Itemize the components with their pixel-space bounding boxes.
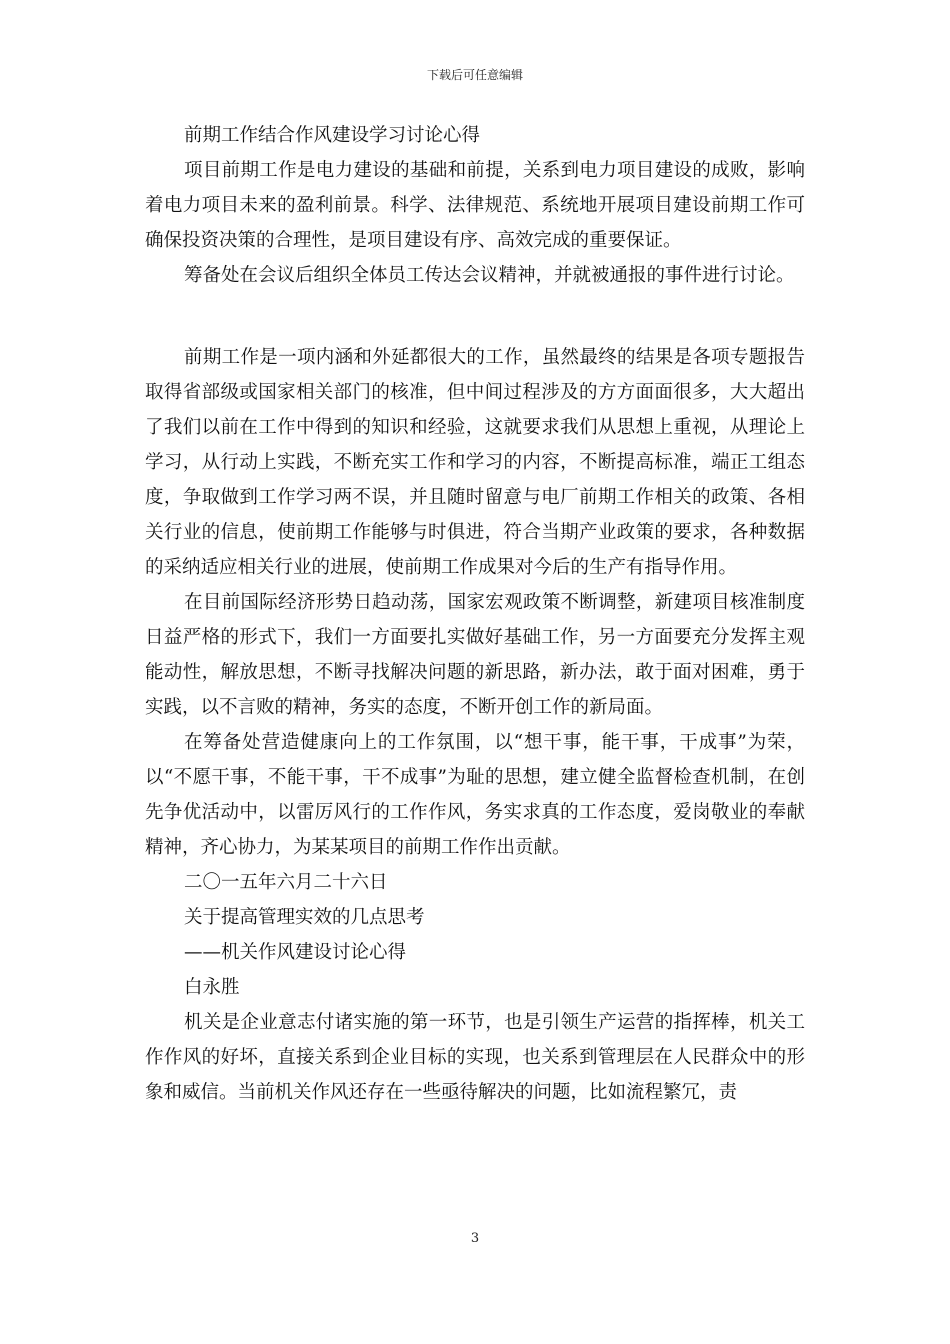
paragraph: 前期工作是一项内涵和外延都很大的工作，虽然最终的结果是各项专题报告取得省部级或国家相关部门的核准，但中间过程涉及的方方面面很多，大大超出了我们以前在工作中得到的知识和经验，这就要求我们从思想上重视，从理论上学习，从行动上实践，不断充实工作和学习的内容，不断提高标准，端正工组态度，争取做到工作学习两不误，并且随时留意与电厂前期工作相关的政策、各相关行业的信息，使前期工作能够与时俱进，符合当期产业政策的要求，各种数据的采纳适应相关行业的进展，使前期工作成果对今后的生产有指导作用。 [145, 347, 805, 578]
paragraph: 在目前国际经济形势日趋动荡，国家宏观政策不断调整，新建项目核准制度日益严格的形式下，我们一方面要扎实做好基础工作，另一方面要充分发挥主观能动性，解放思想，不断寻找解决问题的新思路，新办法，敢于面对困难，勇于实践，以不言败的精神，务实的态度，不断开创工作的新局面。 [145, 592, 805, 718]
date-line: 二〇一五年六月二十六日 [184, 872, 388, 893]
document-title: 前期工作结合作风建设学习讨论心得 [184, 125, 481, 146]
paragraph: 在筹备处营造健康向上的工作氛围，以“想干事，能干事，干成事”为荣，以“不愿干事，不能干事，干不成事”为耻的思想，建立健全监督检查机制，在创先争优活动中，以雷厉风行的工作作风，务实求真的工作态度，爱岗敬业的奉献精神，齐心协力，为某某项目的前期工作作出贡献。 [145, 732, 805, 858]
paragraph: 机关是企业意志付诸实施的第一环节，也是引领生产运营的指挥棒，机关工作作风的好坏，直接关系到企业目标的实现，也关系到管理层在人民群众中的形象和威信。当前机关作风还存在一些亟待解决的问题，比如流程繁冗，责 [145, 1012, 805, 1103]
paragraph: 项目前期工作是电力建设的基础和前提，关系到电力项目建设的成败，影响着电力项目未来的盈利前景。科学、法律规范、系统地开展项目建设前期工作可确保投资决策的合理性，是项目建设有序、高效完成的重要保证。 [145, 160, 805, 251]
section-subtitle: ——机关作风建设讨论心得 [184, 942, 407, 963]
document-body [145, 118, 805, 1110]
author-name: 白永胜 [184, 977, 240, 998]
section-title: 关于提高管理实效的几点思考 [184, 907, 425, 928]
paragraph-gap [145, 293, 805, 340]
paragraph: 筹备处在会议后组织全体员工传达会议精神，并就被通报的事件进行讨论。 [184, 265, 795, 286]
page-header-note: 下载后可任意编辑 [426, 68, 523, 82]
page-number: 3 [470, 1231, 480, 1246]
